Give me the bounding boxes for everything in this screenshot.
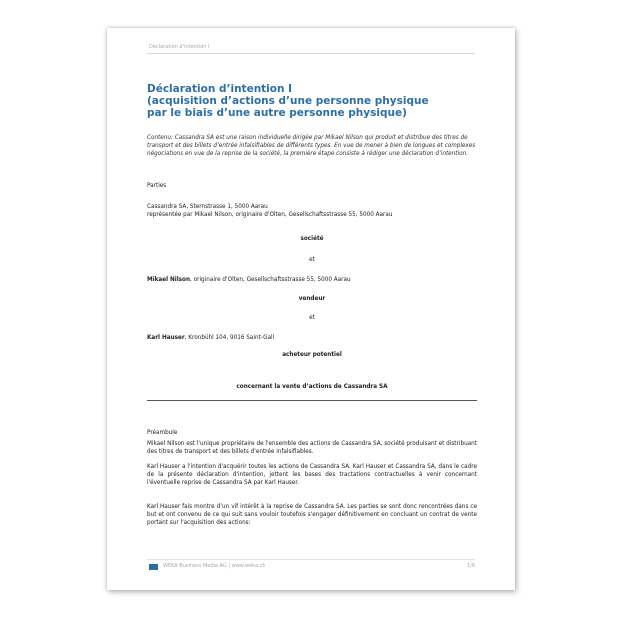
title-line-2: (acquisition d’actions d’une personne physique	[147, 95, 429, 107]
section-divider	[147, 400, 477, 401]
footer-divider	[147, 559, 475, 560]
agreement-subject: concernant la vente d’actions de Cassandra SA	[236, 384, 388, 390]
running-header: Déclaration d'intention I	[149, 44, 210, 50]
title-line-3: par le biais d’une autre personne physique)	[147, 107, 407, 119]
role-company: société	[300, 236, 324, 242]
seller-line	[147, 276, 477, 284]
company-address: Cassandra SA, Sternstrasse 1, 5000 Aarau	[147, 204, 268, 210]
company-representative: représentée par Mikael Nilson, originaire d'Olten, Gesellschaftsstrasse 55, 5000 Aarau	[147, 212, 393, 218]
preamble-heading: Préambule	[147, 430, 178, 436]
page-number: 1/6	[466, 563, 475, 569]
weka-logo-icon	[149, 564, 158, 570]
role-buyer: acheteur potentiel	[282, 352, 342, 358]
title-line-1: Déclaration d’intention I	[147, 83, 293, 95]
document-title	[147, 83, 477, 119]
and-separator-2: et	[309, 315, 315, 321]
parties-heading: Parties	[147, 183, 167, 189]
preamble-paragraph-1: Mikael Nilson est l'unique propriétaire de l'ensemble des actions de Cassandra SA, société produisant et distribuant des titres de transport et des billets d'entrée infalsifiables.	[147, 441, 477, 455]
header-divider	[147, 53, 475, 54]
footer-publisher: WEKA Business Media AG | www.weka.ch	[163, 563, 266, 569]
role-seller: vendeur	[298, 296, 326, 302]
summary-text: Contenu: Cassandra SA est une raison individuelle dirigée par Mikael Nilson qui produit et distribue des titres de transport et des billets d’entrée infalsifiables de différents types. En vue de mener à bien de longues et complexes négociations en vue de la reprise de la société, la première étape consiste à rédiger une déclaration d’intention.	[147, 135, 476, 157]
and-separator-1: et	[309, 257, 315, 263]
buyer-address: , Kronbühl 104, 9016 Saint-Gall	[184, 335, 275, 341]
document-page	[107, 28, 515, 590]
preamble-paragraph-2: Karl Hauser a l'intention d'acquérir toutes les actions de Cassandra SA. Karl Hauser et Cassandra SA, dans le cadre de la présente déclaration d'intention, jettent les bases des tractations contractuelles à venir concernant l'éventuelle reprise de Cassandra SA par Karl Hauser.	[147, 464, 477, 486]
preamble-paragraph-3: Karl Hauser fais montre d’un vif intérêt à la reprise de Cassandra SA. Les parties se sont donc rencontrées dans ce but et ont convenu de ce qui suit sans vouloir toutefois s'engager définitivement en concluant un contrat de vente portant sur l'acquisition des actions:	[147, 504, 477, 526]
buyer-name: Karl Hauser	[147, 335, 185, 341]
seller-name: Mikael Nilson	[147, 277, 191, 283]
seller-address: , originaire d'Olten, Gesellschaftsstrasse 55, 5000 Aarau	[190, 277, 351, 283]
buyer-line	[147, 334, 477, 342]
